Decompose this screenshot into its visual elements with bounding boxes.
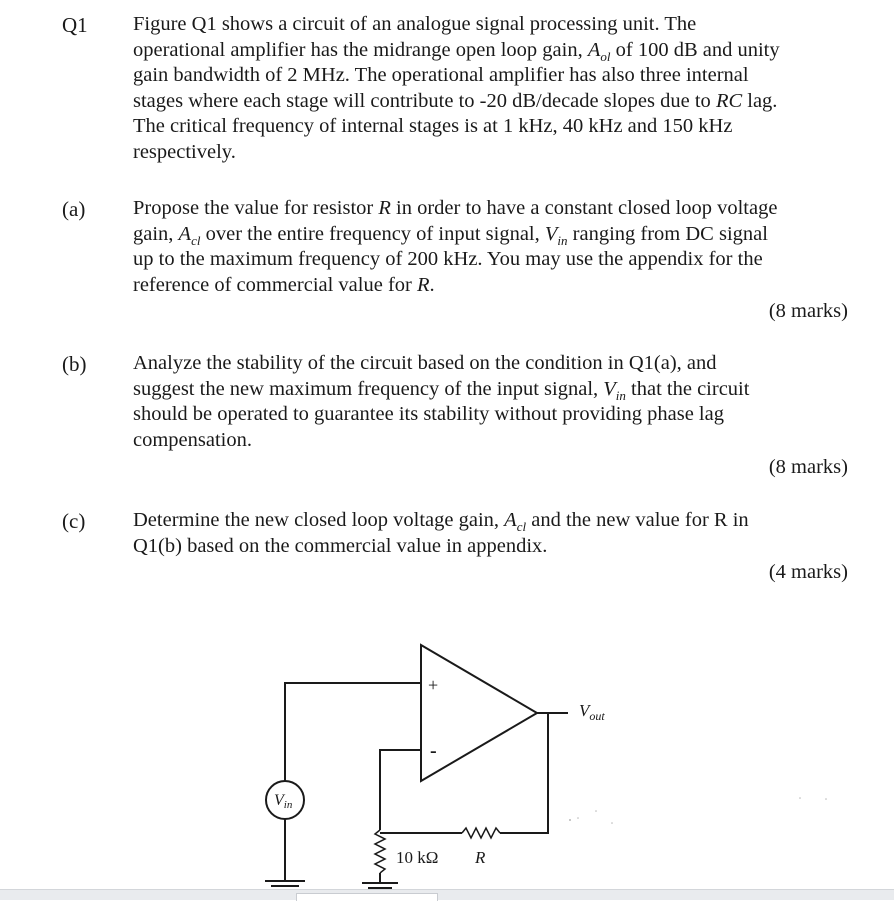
part-b-text [133,351,849,453]
intro-line: gain bandwidth of 2 MHz. The operational amplifier has also three internal [133,64,749,87]
viewer-bottom-bar [0,889,894,900]
resistor-r [462,828,500,838]
part-b-line: suggest the new maximum frequency of the input signal, $V_{in}$ that the circuit [133,377,750,403]
part-a-text [133,196,849,298]
part-a-marks: (8 marks) [768,300,848,322]
plus-terminal-label: + [428,675,439,695]
vin-label: Vin [274,792,293,811]
resistor-10k [375,830,385,873]
viewer-tab[interactable] [296,893,438,901]
ground-symbol [362,883,398,888]
part-b-label: (b) [62,352,87,376]
resistor-10k-label: 10 kΩ [396,848,439,867]
part-a-line: reference of commercial value for R. [133,273,435,296]
resistor-r-label: R [475,848,486,867]
part-b-line: Analyze the stability of the circuit based on the condition in Q1(a), and [133,352,717,374]
part-a-label: (a) [62,197,86,221]
minus-terminal-label: - [430,740,437,762]
part-c-line: Determine the new closed loop voltage gain, $A_{cl}$ and the new value for R in [133,509,749,535]
part-b-line: compensation. [133,428,252,451]
intro-line: Figure Q1 shows a circuit of an analogue signal processing unit. The [133,13,697,35]
part-a-line: gain, $A_{cl}$ over the entire frequency of input signal, $V_{in}$ ranging from DC signal [133,222,768,248]
part-c-marks: (4 marks) [768,561,848,583]
scan-noise [569,620,827,824]
wire-inverting [380,750,421,830]
question-intro [133,12,849,166]
intro-line: respectively. [133,140,236,163]
wire-non-inverting [285,683,421,782]
intro-line: operational amplifier has the midrange open loop gain, $A_{ol}$ of 100 dB and unity [133,38,780,64]
ground-symbol [265,881,305,886]
intro-line: stages where each stage will contribute to -20 dB/decade slopes due to RC lag. [133,89,778,112]
part-b-line: should be operated to guarantee its stability without providing phase lag [133,403,724,426]
op-amp-symbol [421,645,537,781]
part-a-line: Propose the value for resistor R in order to have a constant closed loop voltage [133,197,778,219]
part-a-line: up to the maximum frequency of 200 kHz. You may use the appendix for the [133,248,763,271]
circuit-figure [0,620,894,890]
part-c-text [133,508,849,559]
part-c-line: Q1(b) based on the commercial value in appendix. [133,534,548,557]
part-b-marks: (8 marks) [768,456,848,478]
part-c-label: (c) [62,509,86,533]
question-number: Q1 [62,13,88,37]
vout-label: $V_{out}$ [579,701,605,723]
intro-line: The critical frequency of internal stages is at 1 kHz, 40 kHz and 150 kHz [133,115,733,138]
